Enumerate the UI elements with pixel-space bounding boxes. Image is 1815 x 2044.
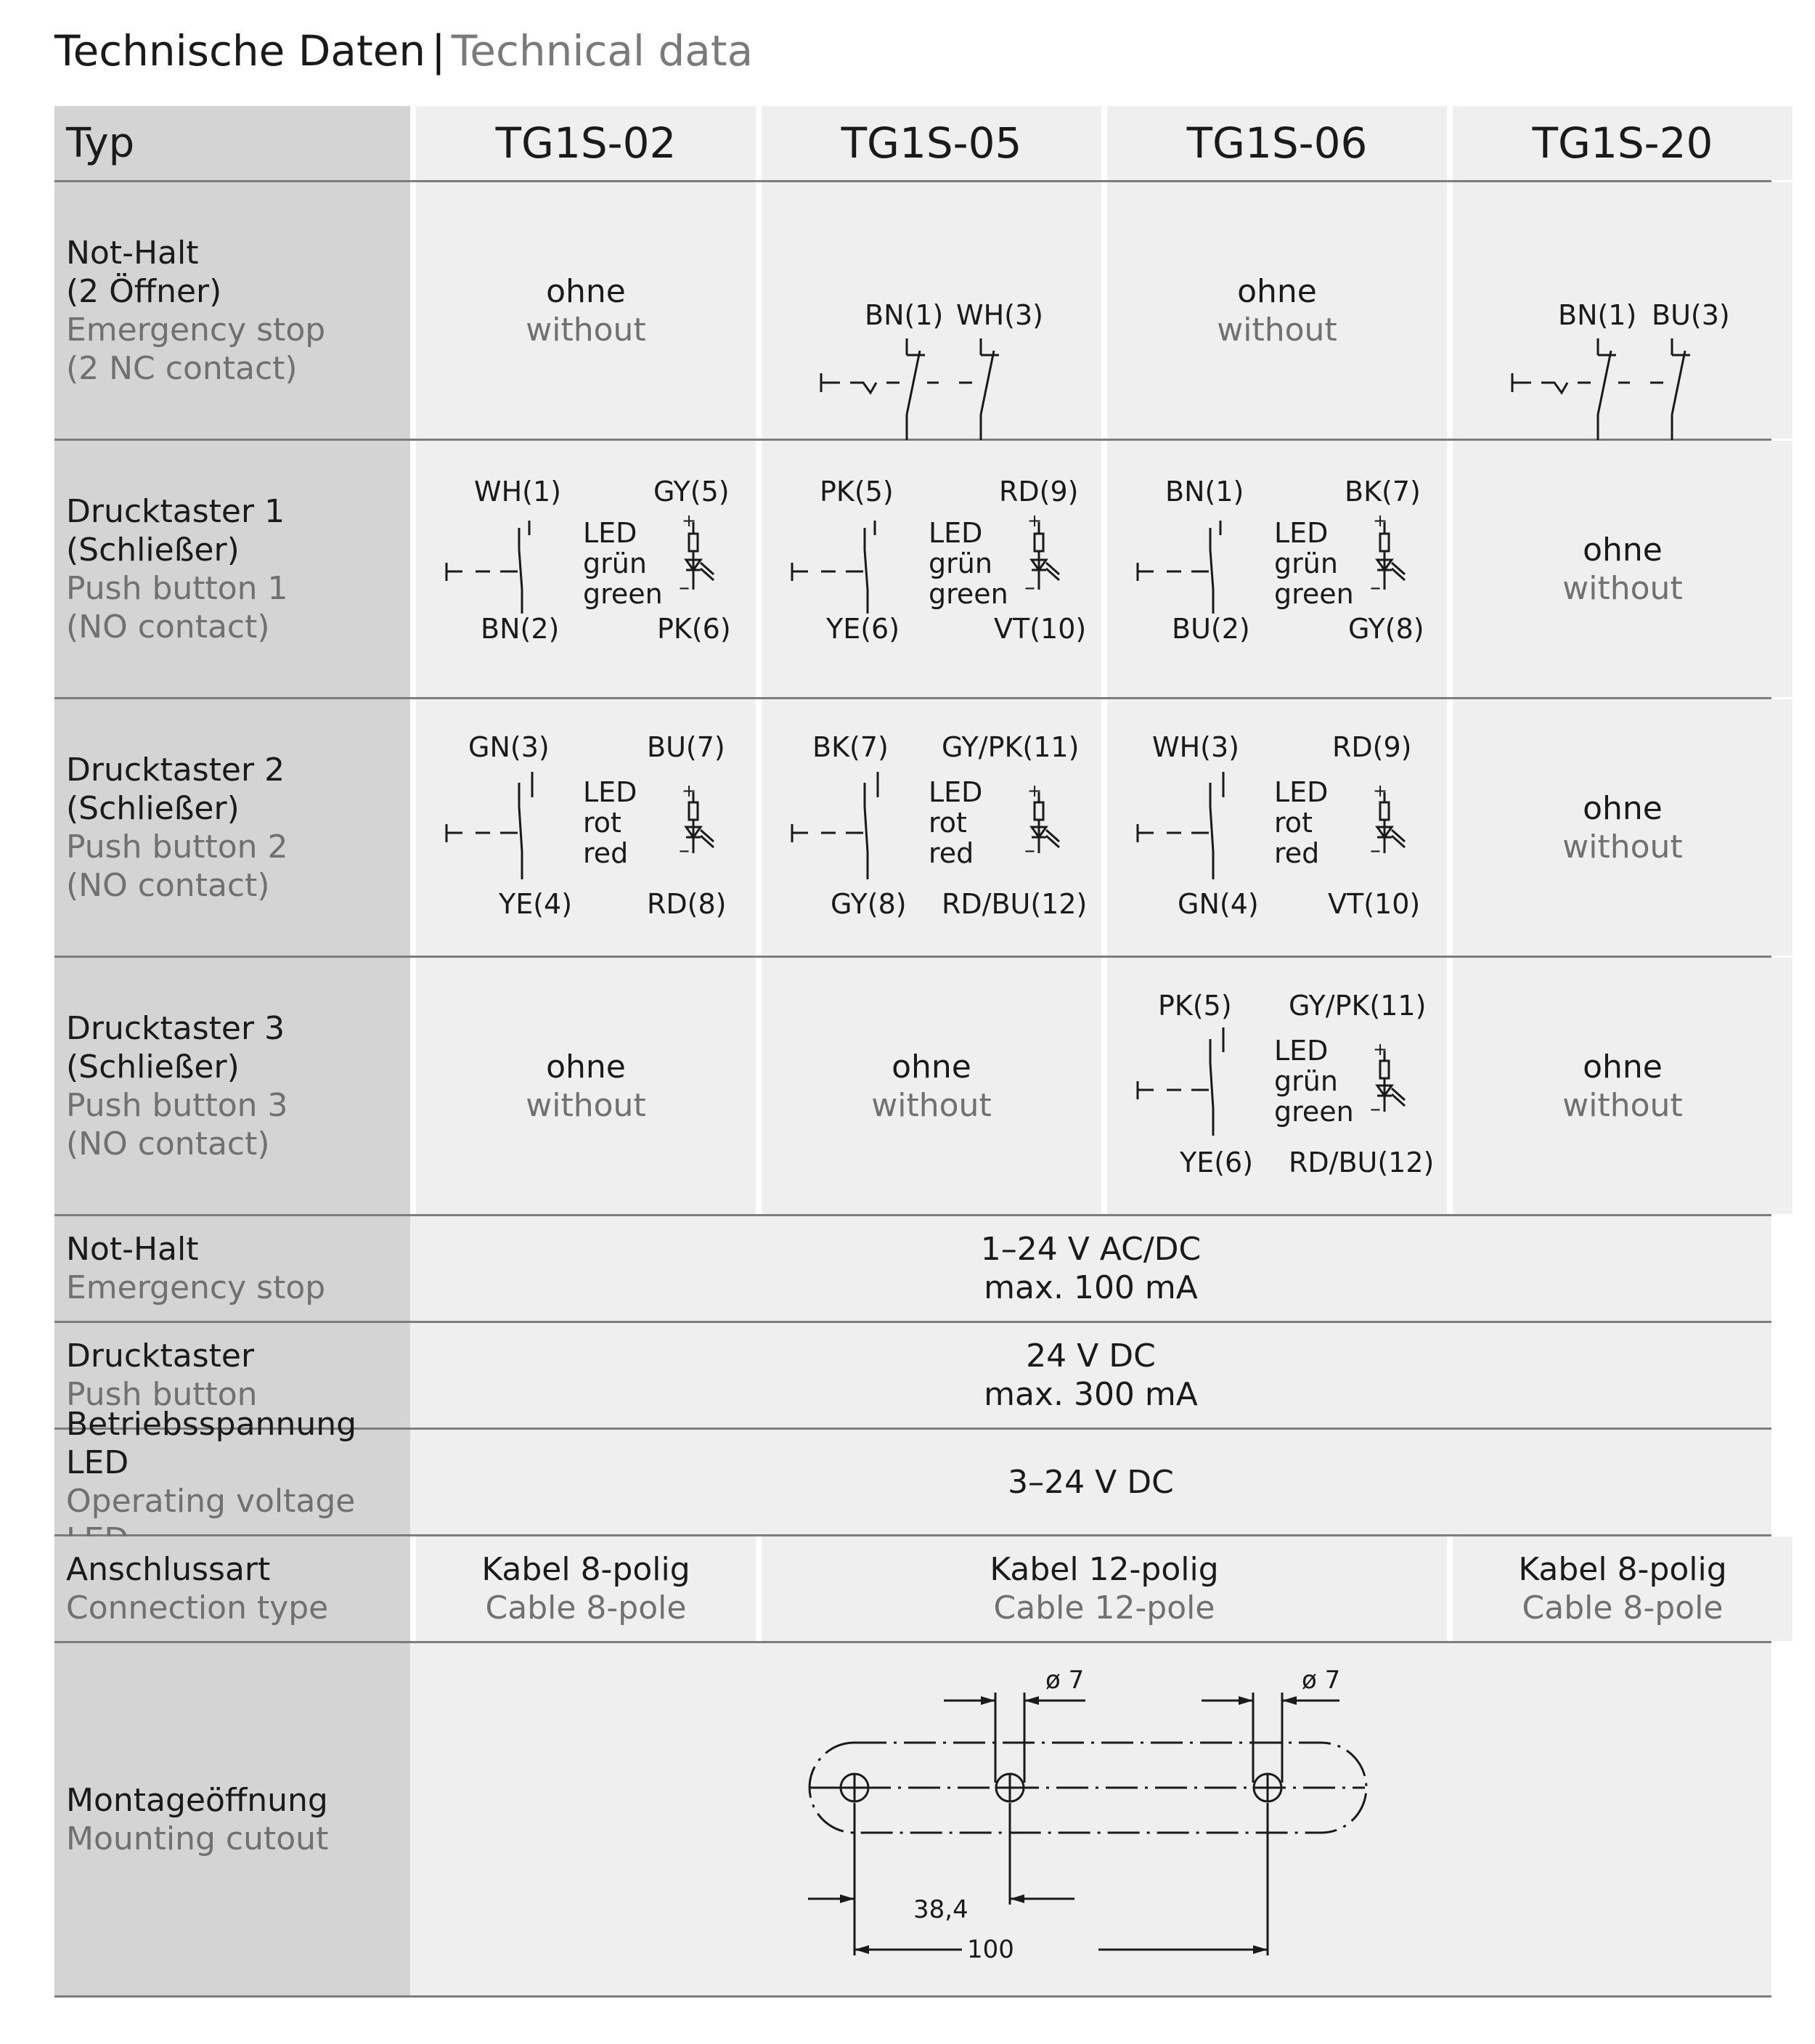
value-led-voltage: 3–24 V DC <box>410 1430 1771 1534</box>
svg-text:VT(10): VT(10) <box>994 613 1087 645</box>
pb2-tg20: ohne without <box>1453 699 1792 956</box>
svg-text:green: green <box>583 578 663 610</box>
svg-text:grün: grün <box>583 547 647 579</box>
svg-text:PK(5): PK(5) <box>1158 990 1232 1022</box>
svg-text:+: + <box>682 781 697 801</box>
svg-text:BN(1): BN(1) <box>865 299 944 331</box>
svg-text:+: + <box>1373 781 1388 801</box>
pb2-tg06 <box>1107 699 1447 956</box>
svg-text:GY/PK(11): GY/PK(11) <box>942 731 1080 763</box>
svg-text:RD(9): RD(9) <box>999 476 1079 508</box>
svg-text:+: + <box>1027 510 1043 531</box>
nothalt-tg05 <box>762 182 1101 439</box>
nc-contact-diagram <box>762 182 1101 439</box>
pb1-tg20: ohne without <box>1453 441 1792 697</box>
svg-text:RD/BU(12): RD/BU(12) <box>942 888 1088 920</box>
svg-text:red: red <box>1274 837 1320 869</box>
svg-text:green: green <box>1274 1096 1354 1128</box>
title-separator: | <box>431 26 446 76</box>
value-push-button-rating: 24 V DC max. 300 mA <box>410 1323 1771 1428</box>
svg-text:rot: rot <box>929 807 967 839</box>
svg-text:PK(6): PK(6) <box>657 613 731 645</box>
svg-text:LED: LED <box>1274 776 1329 808</box>
header-typ: Typ <box>54 106 410 180</box>
header-tg1s-06: TG1S-06 <box>1107 106 1447 180</box>
svg-text:BN(1): BN(1) <box>1165 476 1244 508</box>
svg-text:YE(4): YE(4) <box>499 888 573 920</box>
svg-text:LED: LED <box>929 776 983 808</box>
cutout-dimension-drawing <box>410 1643 1771 1995</box>
svg-text:RD/BU(12): RD/BU(12) <box>1289 1147 1435 1178</box>
title-de: Technische Daten <box>54 26 426 76</box>
svg-text:grün: grün <box>1274 1065 1338 1097</box>
svg-text:red: red <box>929 837 974 869</box>
page-title <box>54 22 753 80</box>
svg-text:BU(3): BU(3) <box>1652 299 1730 331</box>
svg-text:100: 100 <box>967 1935 1014 1964</box>
svg-text:+: + <box>1373 1039 1388 1059</box>
row-push-button-2 <box>54 699 1771 958</box>
svg-text:red: red <box>583 837 629 869</box>
nothalt-tg02: ohne without <box>416 182 756 439</box>
svg-text:BN(2): BN(2) <box>481 613 560 645</box>
svg-text:RD(8): RD(8) <box>647 888 727 920</box>
nc-contact-diagram <box>1453 182 1792 439</box>
svg-text:green: green <box>1274 578 1354 610</box>
pb3-tg06 <box>1107 958 1447 1214</box>
header-tg1s-20: TG1S-20 <box>1453 106 1792 180</box>
header-row <box>54 106 1771 182</box>
svg-text:LED: LED <box>1274 1035 1329 1067</box>
svg-text:GN(4): GN(4) <box>1178 888 1259 920</box>
svg-text:GN(3): GN(3) <box>468 731 550 763</box>
label-connection-type: Anschlussart Connection type <box>54 1536 410 1641</box>
header-tg1s-05: TG1S-05 <box>762 106 1101 180</box>
row-mounting-cutout <box>54 1643 1771 1998</box>
connection-tg20: Kabel 8-polig Cable 8-pole <box>1453 1536 1792 1641</box>
pb3-tg20: ohne without <box>1453 958 1792 1214</box>
row-led-voltage <box>54 1406 1771 1536</box>
svg-text:+: + <box>1027 781 1043 801</box>
value-emergency-stop-rating: 1–24 V AC/DC max. 100 mA <box>410 1216 1771 1321</box>
svg-text:GY(8): GY(8) <box>831 888 907 920</box>
pb3-tg02: ohne without <box>416 958 756 1214</box>
svg-text:BN(1): BN(1) <box>1558 299 1637 331</box>
svg-text:YE(6): YE(6) <box>826 613 900 645</box>
row-push-button-3 <box>54 958 1771 1216</box>
title-en: Technical data <box>451 26 754 76</box>
label-emergency-stop-rating: Not-Halt Emergency stop <box>54 1216 410 1321</box>
pb2-tg05 <box>762 699 1101 956</box>
svg-text:BU(2): BU(2) <box>1172 613 1250 645</box>
row-emergency-stop-rating <box>54 1216 1771 1323</box>
svg-text:GY(5): GY(5) <box>653 476 730 508</box>
label-push-button-3: Drucktaster 3 (Schließer) Push button 3 (NO contact) <box>54 958 410 1214</box>
svg-text:–: – <box>679 575 690 600</box>
pb1-tg05 <box>762 441 1101 697</box>
row-emergency-stop-contacts <box>54 182 1771 441</box>
svg-text:LED: LED <box>1274 517 1329 549</box>
mounting-cutout-drawing <box>410 1643 1771 1995</box>
svg-text:BK(7): BK(7) <box>1345 476 1421 508</box>
svg-text:YE(6): YE(6) <box>1180 1147 1254 1178</box>
svg-text:green: green <box>929 578 1008 610</box>
row-connection-type <box>54 1536 1771 1643</box>
nothalt-tg06: ohne without <box>1107 182 1447 439</box>
svg-text:+: + <box>1373 510 1388 531</box>
svg-text:GY(8): GY(8) <box>1348 613 1424 645</box>
svg-text:+: + <box>682 510 697 531</box>
label-led-voltage: Betriebsspannung LED Operating voltage <box>54 1430 410 1534</box>
pb2-tg02 <box>416 699 756 956</box>
svg-text:–: – <box>1024 575 1035 600</box>
svg-text:LED: LED <box>929 517 983 549</box>
label-mounting-cutout: Montageöffnung Mounting cutout <box>54 1643 410 1995</box>
svg-text:RD(9): RD(9) <box>1332 731 1412 763</box>
row-push-button-1 <box>54 441 1771 699</box>
svg-text:–: – <box>1370 575 1381 600</box>
svg-text:rot: rot <box>583 807 621 839</box>
svg-text:38,4: 38,4 <box>913 1895 968 1924</box>
svg-text:–: – <box>679 838 690 863</box>
pb3-tg05: ohne without <box>762 958 1101 1214</box>
label-push-button-rating: Drucktaster Push button <box>54 1323 410 1428</box>
connection-tg02: Kabel 8-polig Cable 8-pole <box>416 1536 756 1641</box>
svg-text:PK(5): PK(5) <box>820 476 894 508</box>
svg-text:rot: rot <box>1274 807 1313 839</box>
svg-text:GY/PK(11): GY/PK(11) <box>1289 990 1427 1022</box>
label-push-button-2: Drucktaster 2 (Schließer) Push button 2 (NO contact) <box>54 699 410 956</box>
svg-text:ø 7: ø 7 <box>1302 1666 1341 1695</box>
svg-text:ø 7: ø 7 <box>1045 1666 1085 1695</box>
svg-text:LED: LED <box>583 776 637 808</box>
svg-text:WH(1): WH(1) <box>474 476 561 508</box>
header-tg1s-02: TG1S-02 <box>416 106 756 180</box>
pb1-tg06 <box>1107 441 1447 697</box>
svg-text:LED: LED <box>583 517 637 549</box>
svg-text:BU(7): BU(7) <box>647 731 725 763</box>
svg-text:WH(3): WH(3) <box>1152 731 1239 763</box>
svg-text:–: – <box>1370 1096 1381 1122</box>
svg-text:BK(7): BK(7) <box>812 731 889 763</box>
label-push-button-1: Drucktaster 1 (Schließer) Push button 1 (NO contact) <box>54 441 410 697</box>
svg-text:–: – <box>1024 838 1035 863</box>
nothalt-tg20 <box>1453 182 1792 439</box>
connection-tg05-tg06: Kabel 12-polig Cable 12-pole <box>762 1536 1447 1641</box>
label-emergency-stop-contacts: Not-Halt (2 Öffner) Emergency stop (2 NC contact) <box>54 182 410 439</box>
pb1-tg02 <box>416 441 756 697</box>
svg-text:WH(3): WH(3) <box>956 299 1043 331</box>
svg-text:grün: grün <box>1274 547 1338 579</box>
svg-text:grün: grün <box>929 547 992 579</box>
technical-data-table <box>54 106 1771 1998</box>
svg-text:VT(10): VT(10) <box>1328 888 1421 920</box>
svg-text:–: – <box>1370 838 1381 863</box>
